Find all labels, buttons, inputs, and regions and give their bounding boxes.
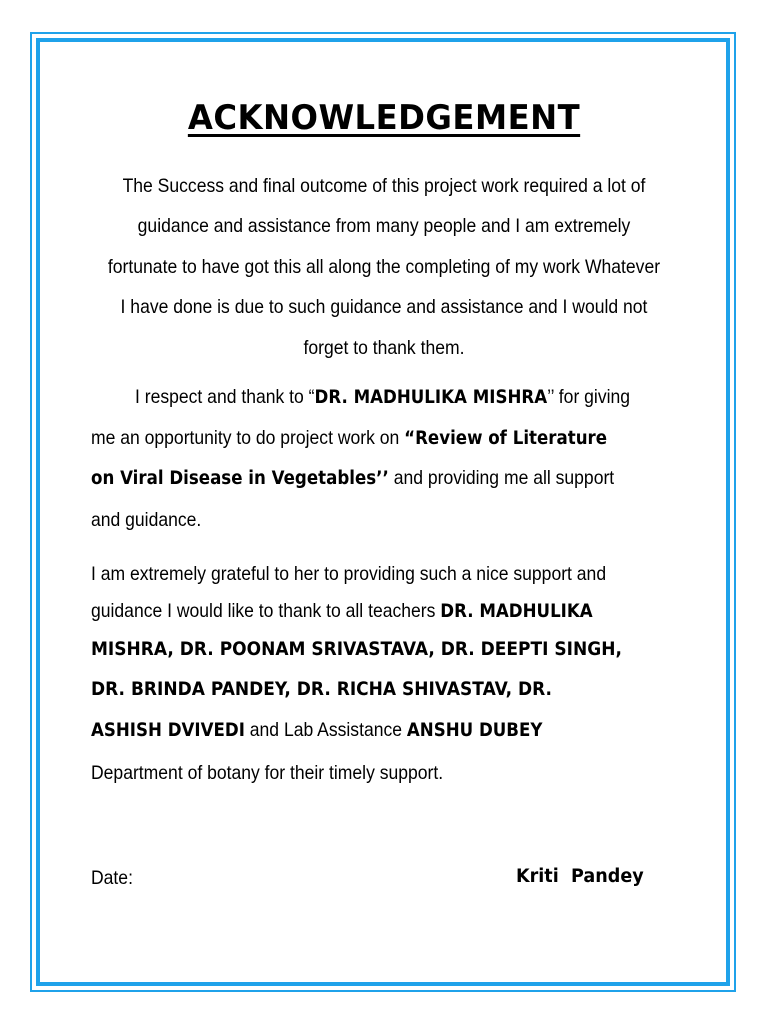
date-label: Date: [91,867,133,889]
para3-line6: Department of botany for their timely support. [91,762,444,784]
para2-line4: and guidance. [91,509,202,531]
para1-line4: I have done is due to such guidance and assistance and I would not [120,296,648,318]
para2-line2 [91,426,607,451]
teacher-name-1: DR. MADHULIKA [440,601,593,622]
para2-line1-end: ’’ for giving [547,386,631,408]
teacher-name-last: ASHISH DVIVEDI [91,720,245,741]
project-title-part1: “Review of Literature [404,428,608,449]
para3-line1: I am extremely grateful to her to providing such a nice support and [91,563,607,585]
para2-line1-text: I respect and thank to “ [135,386,315,408]
lab-assistant-name: ANSHU DUBEY [406,720,543,741]
supervisor-name: DR. MADHULIKA MISHRA [314,387,548,408]
para3-line2-text: guidance I would like to thank to all teachers [91,600,441,622]
para3-line5 [91,718,542,743]
para3-line2 [91,599,593,624]
signature-name: Kriti Pandey [516,866,644,887]
teachers-line2: DR. BRINDA PANDEY, DR. RICHA SHIVASTAV, DR. [91,679,552,700]
document-title: ACKNOWLEDGEMENT [187,98,581,138]
para1-line2: guidance and assistance from many people and I am extremely [137,215,631,237]
teachers-line1: MISHRA, DR. POONAM SRIVASTAVA, DR. DEEPTI SINGH, [91,639,622,660]
para1-line3: fortunate to have got this all along the completing of my work Whatever [107,256,661,278]
para2-line1 [135,385,630,410]
para2-line3-text: and providing me all support [388,467,615,489]
para2-line2-text: me an opportunity to do project work on [91,427,405,449]
para2-line3 [91,466,614,491]
para1-line5: forget to thank them. [303,337,465,359]
para3-line5-text: and Lab Assistance [244,719,407,741]
project-title-part2: on Viral Disease in Vegetables’’ [91,468,389,489]
para1-line1: The Success and final outcome of this project work required a lot of [122,175,646,197]
